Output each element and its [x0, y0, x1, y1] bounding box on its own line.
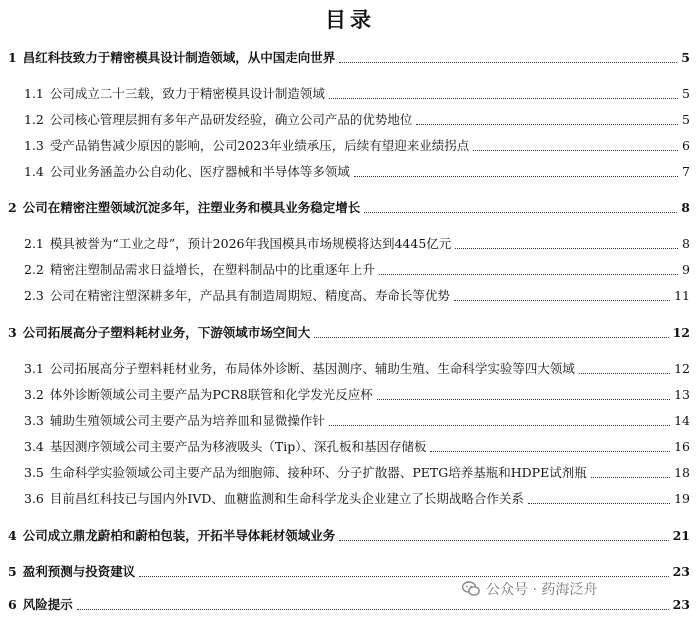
toc-number: 6	[8, 597, 17, 612]
toc-text: 目前昌红科技已与国内外IVD、血糖监测和生命科学龙头企业建立了长期战略合作关系	[49, 491, 524, 506]
toc-leader	[314, 337, 668, 338]
toc-text: 公司在精密注塑领域沉淀多年，注塑业务和模具业务稳定增长	[22, 200, 361, 215]
toc-entry[interactable]	[24, 491, 690, 507]
toc-leader	[364, 212, 677, 213]
toc-text: 昌红科技致力于精密模具设计制造领域，从中国走向世界	[22, 50, 336, 65]
toc-entry[interactable]	[24, 138, 690, 154]
toc-page: 8	[682, 236, 690, 251]
toc-page: 5	[682, 112, 690, 127]
toc-text: 公司在精密注塑深耕多年，产品具有制造周期短、精度高、寿命长等优势	[49, 288, 450, 303]
toc-number: 2.1	[24, 236, 44, 251]
toc-entry[interactable]	[24, 262, 690, 278]
toc-page: 6	[682, 138, 690, 153]
toc-number: 2	[8, 200, 17, 215]
toc-entry[interactable]	[8, 200, 690, 216]
toc-leader	[339, 62, 677, 63]
toc-page: 23	[672, 564, 690, 579]
toc-leader	[416, 124, 678, 125]
wechat-icon	[462, 581, 480, 597]
toc-page: 19	[674, 491, 690, 506]
toc-number: 3.3	[24, 413, 44, 428]
watermark	[458, 578, 601, 600]
toc-entry[interactable]	[24, 112, 690, 128]
toc-leader	[430, 451, 670, 452]
toc-entry[interactable]	[24, 361, 690, 377]
toc-text: 公司拓展高分子塑料耗材业务，布局体外诊断、基因测序、辅助生殖、生命科学实验等四大领域	[49, 361, 575, 376]
toc-number: 1.4	[24, 164, 44, 179]
toc-number: 4	[8, 528, 17, 543]
toc-number: 2.2	[24, 262, 44, 277]
toc-number: 3.1	[24, 361, 44, 376]
toc-leader	[473, 150, 678, 151]
toc-text: 受产品销售减少原因的影响，公司2023年业绩承压，后续有望迎来业绩拐点	[49, 138, 470, 153]
toc-entry[interactable]	[24, 288, 690, 304]
toc-number: 3	[8, 325, 17, 340]
toc-number: 3.6	[24, 491, 44, 506]
toc-page: 8	[681, 200, 690, 215]
toc-leader	[579, 373, 670, 374]
toc-text: 公司核心管理层拥有多年产品研发经验，确立公司产品的优势地位	[49, 112, 413, 127]
watermark-label: 公众号 · 药海泛舟	[486, 582, 598, 598]
toc-text: 盈利预测与投资建议	[22, 564, 136, 579]
toc-text: 模具被誉为“工业之母”，预计2026年我国模具市场规模将达到4445亿元	[49, 236, 452, 251]
toc-number: 1.2	[24, 112, 44, 127]
toc-entry[interactable]	[8, 528, 690, 544]
toc-leader	[379, 274, 678, 275]
toc-text: 公司业务涵盖办公自动化、医疗器械和半导体等多领域	[49, 164, 350, 179]
toc-text: 基因测序领域公司主要产品为移液吸头（Tip）、深孔板和基因存储板	[49, 439, 427, 454]
toc-page: 21	[672, 528, 690, 543]
toc-entry[interactable]	[24, 86, 690, 102]
toc-entry[interactable]	[8, 50, 690, 66]
toc-text: 体外诊断领域公司主要产品为PCR8联管和化学发光反应杯	[49, 387, 373, 402]
page-title: 目录	[325, 8, 375, 32]
toc-leader	[77, 609, 669, 610]
toc-leader	[591, 477, 670, 478]
toc-text: 公司成立鼎龙蔚柏和蔚柏包装，开拓半导体耗材领域业务	[22, 528, 336, 543]
toc-page: 16	[674, 439, 690, 454]
toc-leader	[454, 300, 670, 301]
toc-page: 5	[682, 86, 690, 101]
toc-entry[interactable]	[24, 465, 690, 481]
toc-leader	[354, 176, 678, 177]
toc-page: 23	[672, 597, 690, 612]
toc-page: 14	[674, 413, 690, 428]
toc-number: 5	[8, 564, 17, 579]
toc-text: 生命科学实验领域公司主要产品为细胞筛、接种环、分子扩散器、PETG培养基瓶和HDPE试剂瓶	[49, 465, 587, 480]
toc-entry[interactable]	[24, 236, 690, 252]
toc-leader	[528, 503, 670, 504]
toc-page: 9	[682, 262, 690, 277]
toc-leader	[455, 248, 678, 249]
toc-number: 1.1	[24, 86, 44, 101]
toc-leader	[329, 425, 670, 426]
toc-page: 7	[682, 164, 690, 179]
toc-leader	[339, 540, 668, 541]
toc-entry[interactable]	[24, 439, 690, 455]
toc-page: 12	[674, 361, 690, 376]
toc-number: 2.3	[24, 288, 44, 303]
toc-page: 18	[674, 465, 690, 480]
toc-text: 公司成立二十三载，致力于精密模具设计制造领域	[49, 86, 325, 101]
toc-text: 公司拓展高分子塑料耗材业务，下游领域市场空间大	[22, 325, 311, 340]
toc-text: 风险提示	[22, 597, 73, 612]
toc-number: 3.2	[24, 387, 44, 402]
toc-page: 11	[674, 288, 690, 303]
toc-page: 5	[681, 50, 690, 65]
toc-number: 3.5	[24, 465, 44, 480]
toc-entry[interactable]	[8, 325, 690, 341]
toc-text: 精密注塑制品需求日益增长，在塑料制品中的比重逐年上升	[49, 262, 375, 277]
toc-entry[interactable]	[24, 387, 690, 403]
toc-leader	[329, 98, 678, 99]
toc-entry[interactable]	[24, 413, 690, 429]
toc-number: 1.3	[24, 138, 44, 153]
toc-leader	[377, 399, 670, 400]
toc-leader	[139, 576, 668, 577]
toc-number: 1	[8, 50, 17, 65]
toc-text: 辅助生殖领域公司主要产品为培养皿和显微操作针	[49, 413, 325, 428]
toc-number: 3.4	[24, 439, 44, 454]
toc-page: 13	[674, 387, 690, 402]
toc-entry[interactable]	[24, 164, 690, 180]
toc-page: 12	[672, 325, 690, 340]
